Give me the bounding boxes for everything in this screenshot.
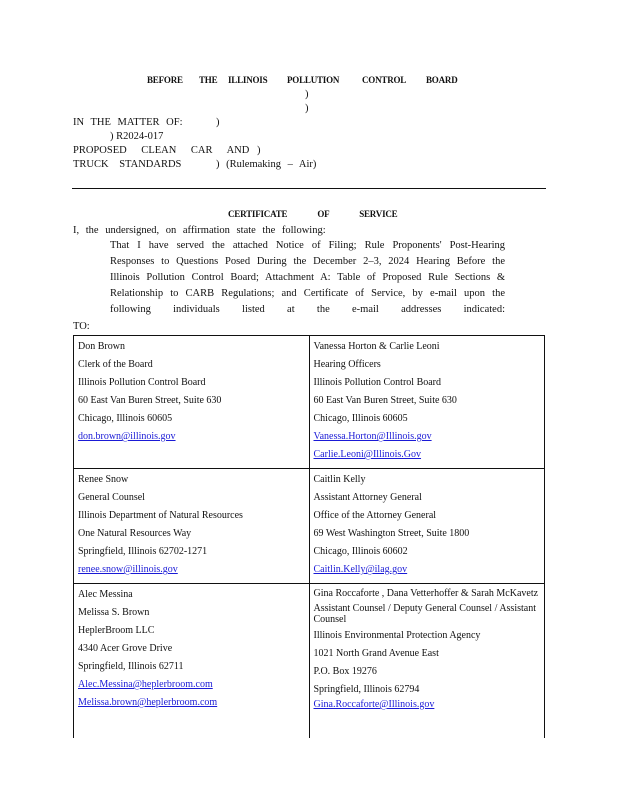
recipient-cell	[74, 336, 310, 469]
recipient-city: Springfield, Illinois 62711	[78, 661, 184, 672]
caption-word: POLLUTION	[287, 75, 340, 85]
caption-word: THE	[199, 75, 218, 85]
body-line: That I have served the attached Notice of Filing; Rule Proponents' Post-Hearing	[110, 240, 505, 251]
recipient-street: 1021 North Grand Avenue East	[313, 648, 439, 659]
caption-paren: )	[216, 117, 220, 128]
recipient-name: Renee Snow	[78, 474, 129, 485]
recipient-name: Vanessa Horton & Carlie Leoni	[313, 341, 440, 352]
recipient-email-link[interactable]: Carlie.Leoni@Illinois.Gov	[313, 449, 422, 460]
recipient-cell	[309, 584, 545, 739]
recipient-title: Hearing Officers	[313, 359, 381, 370]
truck-line: TRUCK STANDARDS	[73, 159, 182, 170]
recipient-email-link[interactable]: renee.snow@illinois.gov	[78, 564, 178, 575]
recipient-email-link[interactable]: Caitlin.Kelly@ilag.gov	[313, 564, 408, 575]
recipient-city: Chicago, Illinois 60605	[78, 413, 173, 424]
recipient-title: Clerk of the Board	[78, 359, 153, 370]
recipient-name: Gina Roccaforte , Dana Vetterhoffer & Sarah McKavetz	[313, 588, 539, 599]
recipient-street: 4340 Acer Grove Drive	[78, 643, 173, 654]
recipient-org: Office of the Attorney General	[313, 510, 437, 521]
recipient-name: Melissa S. Brown	[78, 607, 150, 618]
caption-paren: )	[305, 89, 309, 100]
recipient-city: Chicago, Illinois 60602	[313, 546, 408, 557]
to-label: TO:	[73, 321, 90, 332]
body-line: Responses to Questions Posed During the December 2–3, 2024 Hearing Before the	[110, 256, 505, 267]
certificate-intro: I, the undersigned, on affirmation state the following:	[73, 225, 326, 236]
caption-paren: )	[257, 145, 261, 156]
recipient-email-link[interactable]: Gina.Roccaforte@Illinois.gov	[313, 699, 435, 710]
recipient-title: Assistant Counsel / Deputy General Counsel / Assistant Counsel	[313, 603, 536, 625]
recipient-name: Don Brown	[78, 341, 125, 352]
recipient-pobox: P.O. Box 19276	[313, 666, 377, 677]
in-the-matter: IN THE MATTER OF:	[73, 117, 183, 128]
recipient-org: Illinois Pollution Control Board	[78, 377, 206, 388]
service-row	[74, 584, 545, 739]
recipient-org: Illinois Department of Natural Resources	[78, 510, 243, 521]
recipient-title: General Counsel	[78, 492, 145, 503]
recipient-city: Chicago, Illinois 60605	[313, 413, 408, 424]
recipient-org: Illinois Pollution Control Board	[313, 377, 442, 388]
recipient-cell	[74, 584, 310, 739]
caption-paren: )	[305, 103, 309, 114]
recipient-cell	[309, 469, 545, 584]
recipient-street: 60 East Van Buren Street, Suite 630	[313, 395, 457, 406]
body-line: Illinois Pollution Control Board; Attachment A: Table of Proposed Rule Sections &	[110, 272, 505, 283]
rulemaking-line: ) (Rulemaking – Air)	[216, 159, 317, 170]
recipient-email-link[interactable]: Vanessa.Horton@Illinois.gov	[313, 431, 432, 442]
proposed-line: PROPOSED CLEAN CAR AND	[73, 145, 250, 156]
caption-divider	[72, 188, 546, 189]
certificate-title: CERTIFICATE OF SERVICE	[228, 209, 398, 219]
recipient-street: 69 West Washington Street, Suite 1800	[313, 528, 470, 539]
recipient-cell	[309, 336, 545, 469]
recipient-email-link[interactable]: don.brown@illinois.gov	[78, 431, 176, 442]
recipient-email-link[interactable]: Alec.Messina@heplerbroom.com	[78, 679, 213, 690]
recipient-title: Assistant Attorney General	[313, 492, 422, 503]
recipient-street: One Natural Resources Way	[78, 528, 192, 539]
body-line: following individuals listed at the e-mail addresses indicated:	[110, 304, 505, 315]
service-row	[74, 336, 545, 469]
recipient-city: Springfield, Illinois 62794	[313, 684, 420, 695]
docket-number: ) R2024-017	[110, 131, 164, 142]
caption-word: BEFORE	[147, 75, 183, 85]
service-list-table	[73, 335, 545, 738]
recipient-org: HeplerBroom LLC	[78, 625, 155, 636]
recipient-name: Alec Messina	[78, 589, 133, 600]
certificate-body	[110, 238, 505, 318]
recipient-org: Illinois Environmental Protection Agency	[313, 630, 481, 641]
body-line: Relationship to CARB Regulations; and Certificate of Service, by e-mail upon the	[110, 288, 505, 299]
recipient-name: Caitlin Kelly	[313, 474, 366, 485]
recipient-cell	[74, 469, 310, 584]
caption-word: BOARD	[426, 75, 458, 85]
caption-word: CONTROL	[362, 75, 407, 85]
recipient-email-link[interactable]: Melissa.brown@heplerbroom.com	[78, 697, 218, 708]
recipient-street: 60 East Van Buren Street, Suite 630	[78, 395, 222, 406]
caption-word: ILLINOIS	[228, 75, 268, 85]
service-row	[74, 469, 545, 584]
recipient-city: Springfield, Illinois 62702-1271	[78, 546, 208, 557]
